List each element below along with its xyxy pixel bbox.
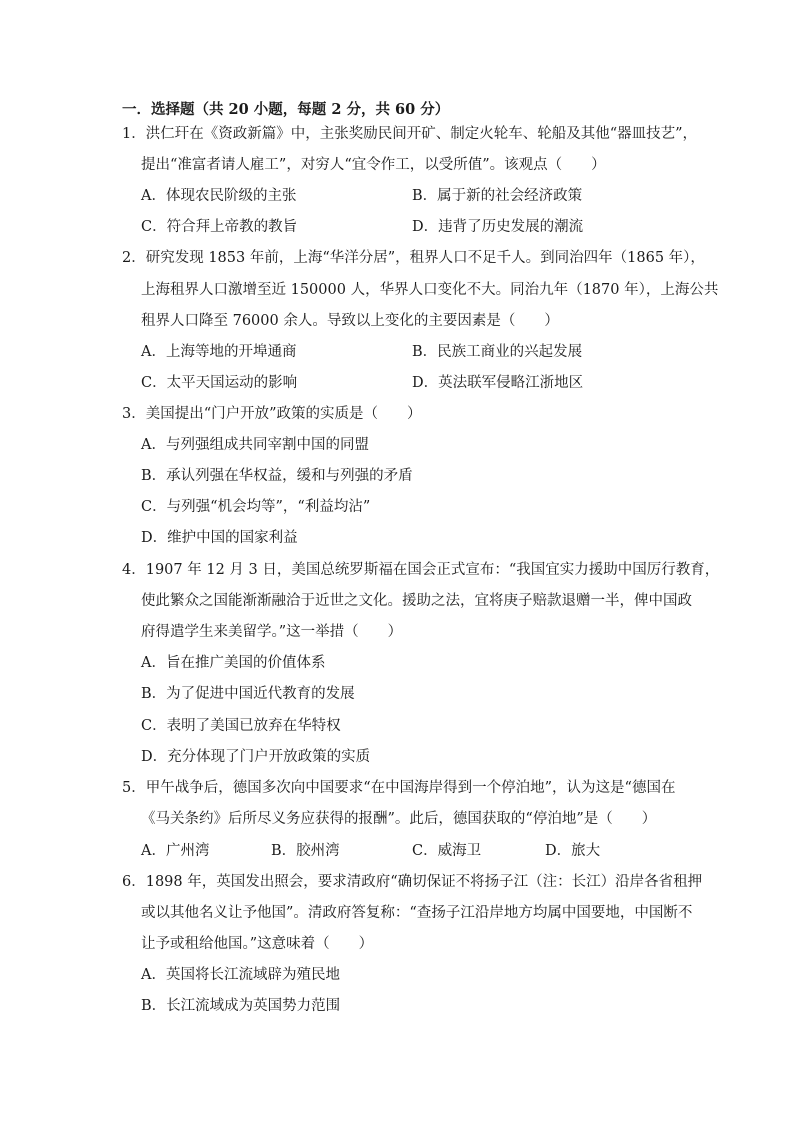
section-title: 一．选择题（共 20 小题，每题 2 分，共 60 分）	[122, 101, 450, 118]
question-5-option-a: A．广州湾	[141, 843, 210, 859]
question-2-line-1: 2．研究发现 1853 年前，上海“华洋分居”，租界人口不足千人。到同治四年（1865 年），	[122, 250, 705, 266]
question-4-line-2: 使此繁众之国能渐渐融洽于近世之文化。援助之法，宜将庚子赔款退赠一半，俾中国政	[141, 593, 692, 609]
question-3-option-a: A．与列强组成共同宰割中国的同盟	[141, 437, 369, 453]
question-6-line-3: 让予或租给他国。”这意味着（ ）	[141, 936, 374, 952]
question-1-line-2: 提出“准富者请人雇工”，对穷人“宜令作工，以受所值”。该观点（ ）	[141, 157, 606, 173]
question-5-option-d: D．旅大	[545, 843, 601, 859]
question-4-option-d: D．充分体现了门户开放政策的实质	[141, 749, 371, 765]
question-5-option-c: C．威海卫	[412, 843, 482, 859]
question-6-line-2: 或以其他名义让予他国”。清政府答复称：“查扬子江沿岸地方均属中国要地，中国断不	[141, 905, 693, 921]
question-4-line-3: 府得遣学生来美留学。”这一举措（ ）	[141, 624, 403, 640]
question-1-option-b: B．属于新的社会经济政策	[412, 188, 583, 204]
question-4-line-1: 4．1907 年 12 月 3 日，美国总统罗斯福在国会正式宣布：“我国宜实力援助中国厉行教育，	[122, 562, 720, 578]
question-3-option-b: B．承认列强在华权益，缓和与列强的矛盾	[141, 468, 413, 484]
question-2-option-c: C．太平天国运动的影响	[141, 375, 298, 391]
question-3-option-c: C．与列强“机会均等”，“利益均沾”	[141, 499, 371, 515]
question-2-option-b: B．民族工商业的兴起发展	[412, 344, 583, 360]
question-6-option-b: B．长江流域成为英国势力范围	[141, 998, 341, 1014]
question-6-line-1: 6．1898 年，英国发出照会，要求清政府“确切保证不将扬子江（注：长江）沿岸各省租押	[122, 874, 703, 890]
question-2-option-d: D．英法联军侵略江浙地区	[412, 375, 584, 391]
question-4-option-b: B．为了促进中国近代教育的发展	[141, 686, 355, 702]
question-2-option-a: A．上海等地的开埠通商	[141, 344, 297, 360]
question-5-line-2: 《马关条约》后所尽义务应获得的报酬”。此后，德国获取的“停泊地”是（ ）	[141, 811, 657, 827]
question-1-option-d: D．违背了历史发展的潮流	[412, 219, 584, 235]
question-1-option-a: A．体现农民阶级的主张	[141, 188, 297, 204]
question-4-option-c: C．表明了美国已放弃在华特权	[141, 718, 341, 734]
question-2-line-3: 租界人口降至 76000 余人。导致以上变化的主要因素是（ ）	[141, 313, 559, 329]
question-4-option-a: A．旨在推广美国的价值体系	[141, 655, 326, 671]
question-5-option-b: B．胶州湾	[271, 843, 340, 859]
question-6-option-a: A．英国将长江流域辟为殖民地	[141, 967, 340, 983]
question-3-option-d: D．维护中国的国家利益	[141, 530, 298, 546]
question-1-option-c: C．符合拜上帝教的教旨	[141, 219, 298, 235]
question-3-line-1: 3．美国提出“门户开放”政策的实质是（ ）	[122, 406, 422, 422]
question-5-line-1: 5．甲午战争后，德国多次向中国要求“在中国海岸得到一个停泊地”，认为这是“德国在	[122, 780, 676, 796]
question-2-line-2: 上海租界人口激增至近 150000 人，华界人口变化不大。同治九年（1870 年），上海公共	[141, 282, 719, 298]
question-1-line-1: 1．洪仁玕在《资政新篇》中，主张奖励民间开矿、制定火轮车、轮船及其他“器皿技艺”，	[122, 126, 698, 142]
